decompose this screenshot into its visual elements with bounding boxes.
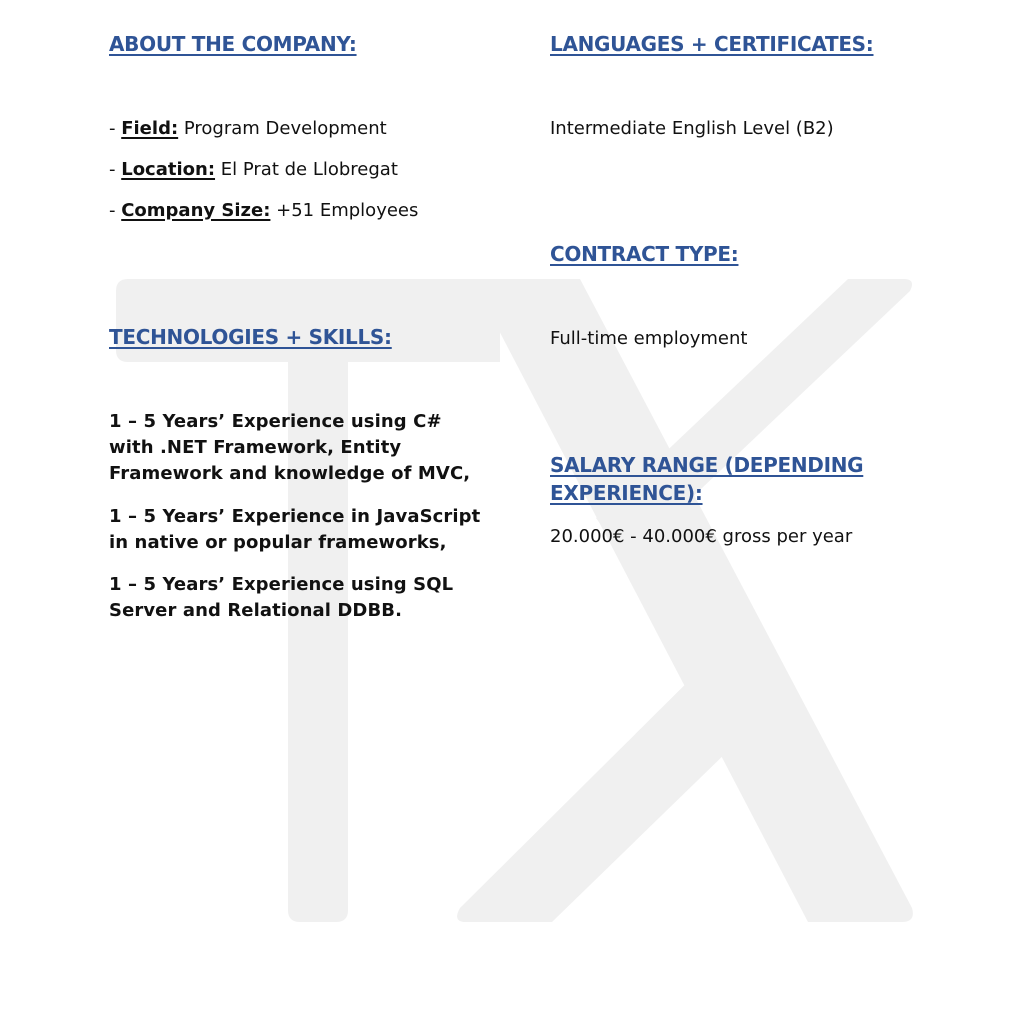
location-prefix: -: [109, 159, 122, 180]
field-prefix: -: [109, 118, 122, 139]
contract-type-heading: CONTRACT TYPE:: [550, 242, 739, 266]
contract-text: Full-time employment: [550, 328, 748, 349]
field-label: Field:: [121, 118, 179, 139]
languages-certificates-heading: LANGUAGES + CERTIFICATES:: [550, 32, 874, 56]
location-value: El Prat de Llobregat: [215, 159, 398, 180]
location-item: [109, 157, 398, 183]
skill-item: 1 – 5 Years’ Experience using C# with .NET Framework, Entity Framework and knowledge of MVC,: [109, 411, 471, 484]
skill-item: 1 – 5 Years’ Experience using SQL Server and Relational DDBB.: [109, 574, 454, 621]
company-size-value: +51 Employees: [270, 200, 419, 221]
languages-text: Intermediate English Level (B2): [550, 118, 834, 139]
field-item: [109, 116, 387, 142]
field-value: Program Development: [178, 118, 387, 139]
company-size-prefix: -: [109, 200, 122, 221]
company-size-item: [109, 198, 418, 224]
location-label: Location:: [121, 159, 216, 180]
salary-text: 20.000€ - 40.000€ gross per year: [550, 526, 853, 547]
technologies-skills-heading: TECHNOLOGIES + SKILLS:: [109, 325, 392, 349]
about-company-heading: ABOUT THE COMPANY:: [109, 32, 357, 56]
skill-item: 1 – 5 Years’ Experience in JavaScript in native or popular frameworks,: [109, 506, 481, 553]
salary-range-heading: SALARY RANGE (DEPENDING EXPERIENCE):: [550, 453, 864, 505]
company-size-label: Company Size:: [121, 200, 271, 221]
